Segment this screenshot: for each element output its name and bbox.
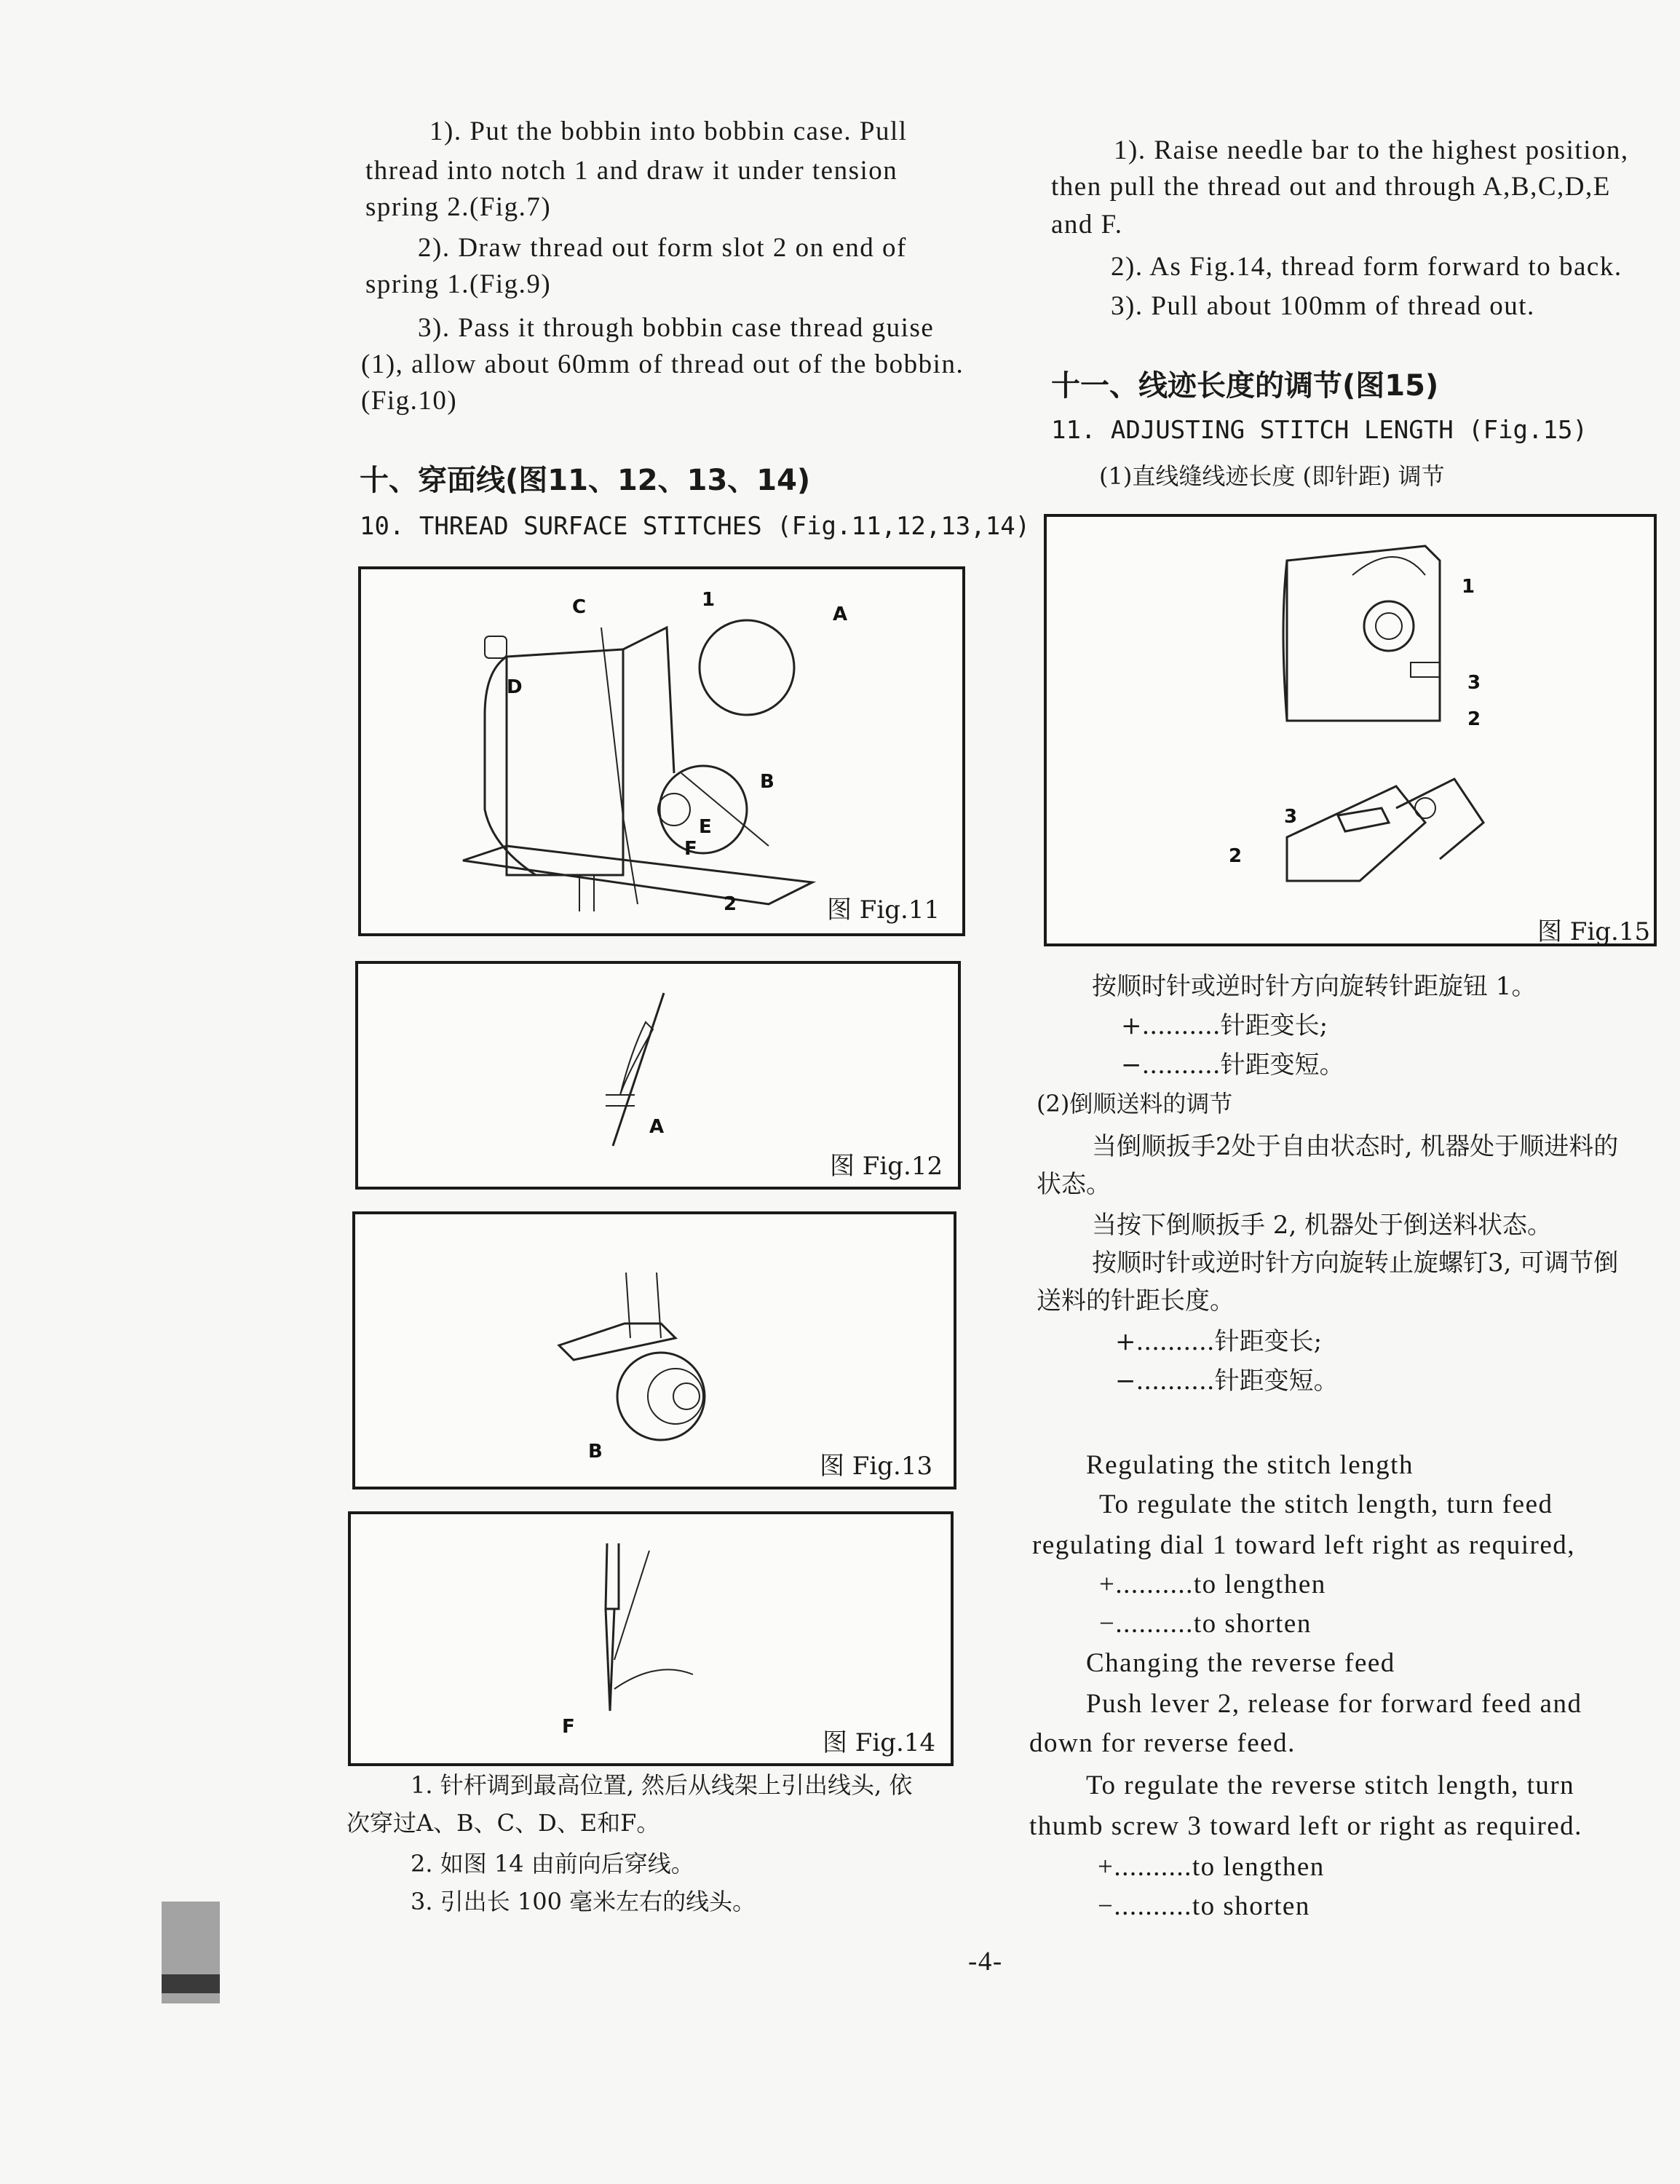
thread-step-3: 3). Pull about 100mm of thread out. xyxy=(1111,291,1535,321)
cn-step-3: 3. 引出长 100 毫米左右的线头。 xyxy=(411,1888,756,1915)
cn-instr-plus-longer-2: +..........针距变长; xyxy=(1115,1327,1323,1356)
bobbin-step-2-line2: spring 1.(Fig.9) xyxy=(365,269,552,299)
fig11-label-1: 1 xyxy=(702,589,716,611)
fig15-label-3-top: 3 xyxy=(1467,672,1481,694)
fig11-label-c: C xyxy=(572,596,587,618)
cn-instr-lever-free: 当倒顺扳手2处于自由状态时, 机器处于顺进料的 xyxy=(1092,1132,1619,1161)
fig11-label-e: E xyxy=(699,816,712,838)
fig15-label-2-top: 2 xyxy=(1467,708,1481,730)
fig15-label-3-bottom: 3 xyxy=(1284,806,1298,828)
fig12-label-a: A xyxy=(649,1116,665,1138)
fig15-caption: 图 Fig.15 xyxy=(1537,917,1651,946)
en-thumbscrew-line1: To regulate the reverse stitch length, turn xyxy=(1086,1770,1575,1800)
bobbin-step-3-line2: (1), allow about 60mm of thread out of the bobbin. xyxy=(361,349,964,379)
fig11-label-d: D xyxy=(507,676,523,698)
thread-step-1-line2: then pull the thread out and through A,B,C,D,E xyxy=(1051,172,1611,202)
en-plus-lengthen-2: +..........to lengthen xyxy=(1098,1852,1325,1882)
cn-instr-plus-longer: +..........针距变长; xyxy=(1121,1011,1328,1040)
bobbin-step-1-line2: thread into notch 1 and draw it under tension xyxy=(365,156,898,186)
en-regulating-line1: To regulate the stitch length, turn feed xyxy=(1099,1489,1553,1519)
fig11-caption: 图 Fig.11 xyxy=(827,895,940,925)
bobbin-step-3-line1: 3). Pass it through bobbin case thread guise xyxy=(418,313,935,343)
fig13-label-b: B xyxy=(588,1441,603,1463)
cn-instr-minus-shorter: −..........针距变短。 xyxy=(1121,1051,1344,1080)
section10-heading-en: 10. THREAD SURFACE STITCHES (Fig.11,12,13,14) xyxy=(360,512,1031,541)
section11-subheading-cn: (1)直线缝线迹长度 (即针距) 调节 xyxy=(1099,462,1445,490)
section10-heading-cn: 十、穿面线(图11、12、13、14) xyxy=(360,464,811,497)
en-reverse-line1: Push lever 2, release for forward feed and xyxy=(1086,1689,1582,1719)
thread-step-1-line3: and F. xyxy=(1051,210,1123,240)
en-regulating-heading: Regulating the stitch length xyxy=(1086,1450,1414,1480)
cn-instr-screw-rotate: 按顺时针或逆时针方向旋转止旋螺钉3, 可调节倒 xyxy=(1092,1249,1619,1278)
cn-instr-rotate-dial: 按顺时针或逆时针方向旋转针距旋钮 1。 xyxy=(1092,972,1537,1001)
fig11-illustration xyxy=(361,569,962,933)
en-regulating-line2: regulating dial 1 toward left right as required, xyxy=(1032,1530,1576,1560)
en-reverse-line2: down for reverse feed. xyxy=(1029,1728,1296,1758)
bobbin-step-1-line1: 1). Put the bobbin into bobbin case. Pull xyxy=(429,116,908,146)
page-number: -4- xyxy=(968,1947,1003,1977)
fig11-box xyxy=(358,566,965,936)
fig15-label-1: 1 xyxy=(1462,576,1475,598)
fig13-caption: 图 Fig.13 xyxy=(820,1452,933,1481)
en-reverse-heading: Changing the reverse feed xyxy=(1086,1648,1395,1678)
en-plus-lengthen: +..........to lengthen xyxy=(1099,1570,1326,1599)
en-minus-shorten: −..........to shorten xyxy=(1099,1609,1312,1639)
section11-heading-en: 11. ADJUSTING STITCH LENGTH (Fig.15) xyxy=(1051,416,1588,445)
fig11-label-b: B xyxy=(760,771,774,793)
fig14-label-f: F xyxy=(562,1716,575,1738)
fig12-box xyxy=(355,961,961,1190)
index-tab-bar xyxy=(162,1974,220,1993)
fig15-label-2-bottom: 2 xyxy=(1229,845,1243,867)
fig15-illustration xyxy=(1047,517,1654,943)
section11-heading-cn: 十一、线迹长度的调节(图15) xyxy=(1051,369,1439,403)
cn-instr-screw-rotate-cont: 送料的针距长度。 xyxy=(1037,1286,1235,1315)
thread-step-1-line1: 1). Raise needle bar to the highest position, xyxy=(1114,135,1629,165)
fig13-box xyxy=(352,1211,956,1489)
fig12-caption: 图 Fig.12 xyxy=(830,1152,943,1181)
en-minus-shorten-2: −..........to shorten xyxy=(1098,1891,1310,1921)
thread-step-2: 2). As Fig.14, thread form forward to back. xyxy=(1111,252,1622,282)
bobbin-step-1-line3: spring 2.(Fig.7) xyxy=(365,192,552,222)
en-thumbscrew-line2: thumb screw 3 toward left or right as required. xyxy=(1029,1811,1582,1841)
fig11-label-2: 2 xyxy=(724,893,737,915)
fig14-caption: 图 Fig.14 xyxy=(823,1728,936,1757)
cn-instr-minus-shorter-2: −..........针距变短。 xyxy=(1115,1366,1339,1396)
fig11-label-a: A xyxy=(833,604,848,625)
fig15-box xyxy=(1044,514,1657,946)
cn-instr-reverse-heading: (2)倒顺送料的调节 xyxy=(1037,1090,1233,1117)
bobbin-step-2-line1: 2). Draw thread out form slot 2 on end of xyxy=(418,233,907,263)
fig11-label-f: F xyxy=(684,838,697,860)
fig14-box xyxy=(348,1511,954,1766)
cn-step-1-line1: 1. 针杆调到最高位置, 然后从线架上引出线头, 依 xyxy=(411,1771,913,1799)
bobbin-step-3-line3: (Fig.10) xyxy=(361,386,458,416)
cn-step-2: 2. 如图 14 由前向后穿线。 xyxy=(411,1850,694,1878)
cn-instr-lever-press: 当按下倒顺扳手 2, 机器处于倒送料状态。 xyxy=(1092,1211,1553,1240)
cn-step-1-line2: 次穿过A、B、C、D、E和F。 xyxy=(346,1809,660,1837)
cn-instr-lever-free-cont: 状态。 xyxy=(1037,1170,1111,1199)
